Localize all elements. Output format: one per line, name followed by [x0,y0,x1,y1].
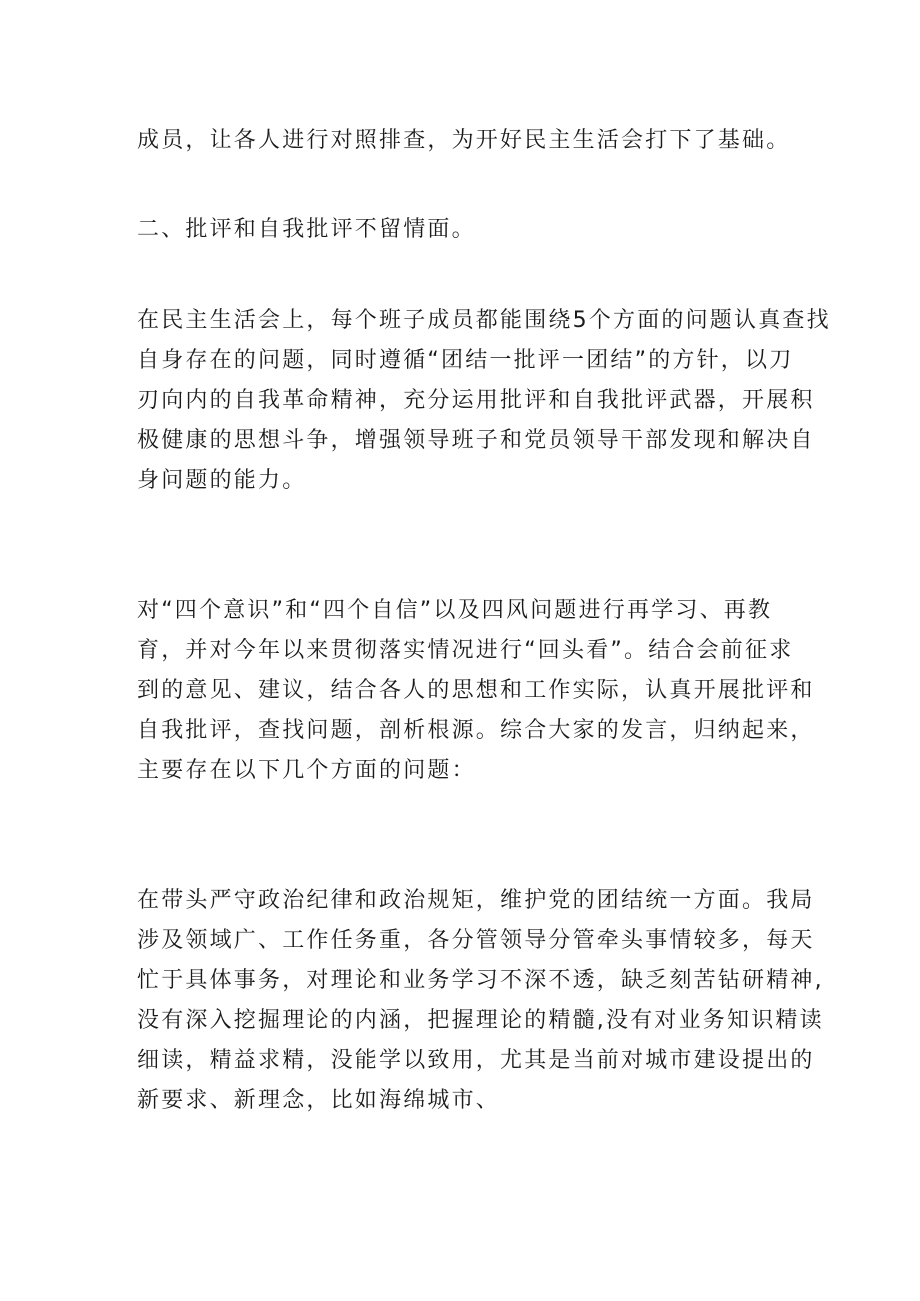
paragraph-1-line: 在民主生活会上，每个班子成员都能围绕5个方面的问题认真查找 [137,308,831,333]
paragraph-3-line: 细读，精益求精，没能学以致用，尤其是当前对城市建设提出的 [137,1048,815,1073]
paragraph-3-line: 没有深入挖掘理论的内涵，把握理论的精髓,没有对业务知识精读 [137,1008,824,1033]
paragraph-2-line: 到的意见、建议，结合各人的思想和工作实际，认真开展批评和 [137,678,815,703]
paragraph-1-line: 刃向内的自我革命精神，充分运用批评和自我批评武器，开展积 [137,388,815,413]
paragraph-2-line: 主要存在以下几个方面的问题： [137,758,476,783]
paragraph-3-line: 新要求、新理念，比如海绵城市、 [137,1088,501,1113]
paragraph-tail-line: 成员，让各人进行对照排查，为开好民主生活会打下了基础。 [137,128,791,153]
paragraph-2-line: 对“四个意识”和“四个自信”以及四风问题进行再学习、再教 [137,598,773,623]
paragraph-3-line: 忙于具体事务，对理论和业务学习不深不透，缺乏刻苦钻研精神, [137,968,824,993]
paragraph-1-line: 身问题的能力。 [137,468,307,493]
section-heading: 二、批评和自我批评不留情面。 [137,217,476,242]
paragraph-2-line: 育，并对今年以来贯彻落实情况进行“回头看”。结合会前征求 [137,638,794,663]
paragraph-1-line: 自身存在的问题，同时遵循“团结一批评一团结”的方针，以刀 [137,348,794,373]
paragraph-3-line: 在带头严守政治纪律和政治规矩，维护党的团结统一方面。我局 [137,888,815,913]
paragraph-1-line: 极健康的思想斗争，增强领导班子和党员领导干部发现和解决自 [137,428,815,453]
paragraph-2-line: 自我批评，查找问题，剖析根源。综合大家的发言，归纳起来， [137,718,815,743]
paragraph-3-line: 涉及领域广、工作任务重，各分管领导分管牵头事情较多，每天 [137,928,815,953]
